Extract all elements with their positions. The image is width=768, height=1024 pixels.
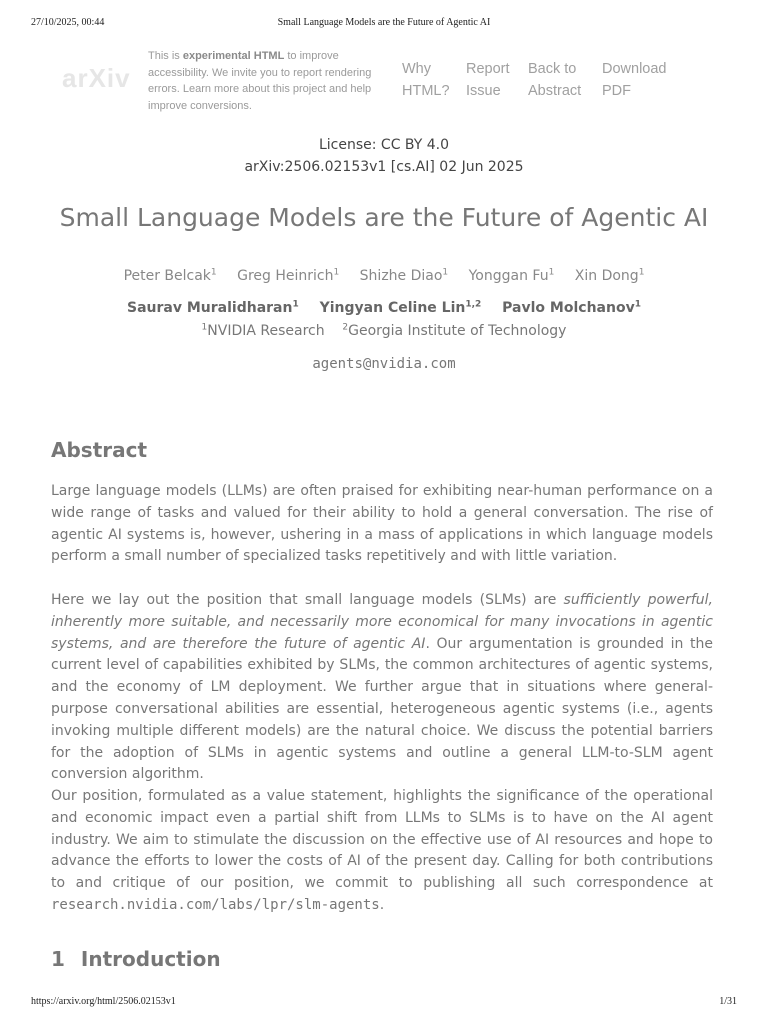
section-title: Introduction xyxy=(80,947,221,971)
introduction-heading xyxy=(51,947,713,971)
why-html-link[interactable]: Why HTML? xyxy=(402,61,450,99)
author: Greg Heinrich$^1$ xyxy=(237,267,340,284)
print-title: Small Language Models are the Future of Agentic AI xyxy=(277,17,491,28)
author: Yonggan Fu$^1$ xyxy=(468,267,555,284)
experimental-html-notice xyxy=(148,48,396,114)
arxiv-logo[interactable]: arXiv xyxy=(62,63,131,93)
download-pdf-link[interactable]: Download PDF xyxy=(602,61,667,99)
page-number: 1/31 xyxy=(719,996,737,1007)
affiliation: $^1$NVIDIA Research xyxy=(201,322,325,339)
author: Xin Dong$^1$ xyxy=(574,267,645,284)
affiliation: $^2$Georgia Institute of Technology xyxy=(342,322,567,339)
author: Pavlo Molchanov$^1$ xyxy=(502,299,641,316)
header-nav xyxy=(402,58,682,102)
license-text: License: CC BY 4.0 xyxy=(318,137,450,153)
print-url: https://arxiv.org/html/2506.02153v1 xyxy=(31,996,176,1007)
author: Shizhe Diao$^1$ xyxy=(359,267,449,284)
author: Yingyan Celine Lin$^{1,2}$ xyxy=(319,299,482,316)
arxiv-id: arXiv:2506.02153v1 [cs.AI] 02 Jun 2025 xyxy=(244,159,524,175)
section-number: 1 xyxy=(51,947,65,971)
abstract-paragraph-3: Our position, formulated as a value statement, highlights the significance of the operational and economic impact even a partial shift from LLMs to SLMs is to have on the AI agent industry. We aim to stimulate the discussion on the effective use of AI resources and hope to advance the efforts to lower the costs of AI of the present day. Calling for both contributions to and critique of our position, we commit to publishing all such correspondence at research.nvidia.com/labs/lpr/slm-agents. xyxy=(51,788,713,913)
report-issue-link[interactable]: Report Issue xyxy=(466,61,510,99)
abstract-heading: Abstract xyxy=(51,438,148,462)
print-header xyxy=(31,17,737,31)
abstract-paragraph-2: Here we lay out the position that small language models (SLMs) are sufficiently powerful, inherently more suitable, and necessarily more economical for many invocations in agentic systems, and are therefore the future of agentic AI. Our argumentation is grounded in the current level of capabilities exhibited by SLMs, the common architectures of agentic systems, and the economy of LM deployment. We further argue that in situations where general-purpose conversational abilities are essential, heterogeneous agentic systems (i.e., agents invoking multiple different models) are the natural choice. We discuss the potential barriers for the adoption of SLMs in agentic systems and outline a general LLM-to-SLM agent conversion algorithm. xyxy=(51,592,713,783)
authors-row-2 xyxy=(0,299,768,316)
authors-row-1 xyxy=(0,267,768,284)
project-url-link[interactable]: research.nvidia.com/labs/lpr/slm-agents xyxy=(51,896,380,913)
contact-email[interactable]: agents@nvidia.com xyxy=(312,356,456,372)
paper-title: Small Language Models are the Future of Agentic AI xyxy=(59,203,709,232)
affiliations xyxy=(0,322,768,339)
author: Saurav Muralidharan$^1$ xyxy=(127,299,299,316)
notice-post: to improve accessibility. We invite you to report rendering errors. Learn more about this project and help improve conversions. xyxy=(148,50,372,112)
position-statement: sufficiently powerful, inherently more suitable, and necessarily more economical for many invocations in agentic systems, and are therefore the future of agentic AI xyxy=(51,592,713,652)
abstract-paragraph-1: Large language models (LLMs) are often praised for exhibiting near-human performance on a wide range of tasks and valued for their ability to hold a general conversation. The rise of agentic AI systems is, however, ushering in a mass of applications in which language models perform a small number of specialized tasks repetitively and with little variation. xyxy=(51,483,713,565)
notice-bold: experimental HTML xyxy=(182,50,285,62)
print-date: 27/10/2025, 00:44 xyxy=(31,17,105,28)
print-footer xyxy=(31,996,737,1010)
author: Peter Belcak$^1$ xyxy=(123,267,217,284)
notice-pre: This is xyxy=(148,50,183,62)
license-block xyxy=(0,134,768,178)
back-to-abstract-link[interactable]: Back to Abstract xyxy=(528,61,582,99)
